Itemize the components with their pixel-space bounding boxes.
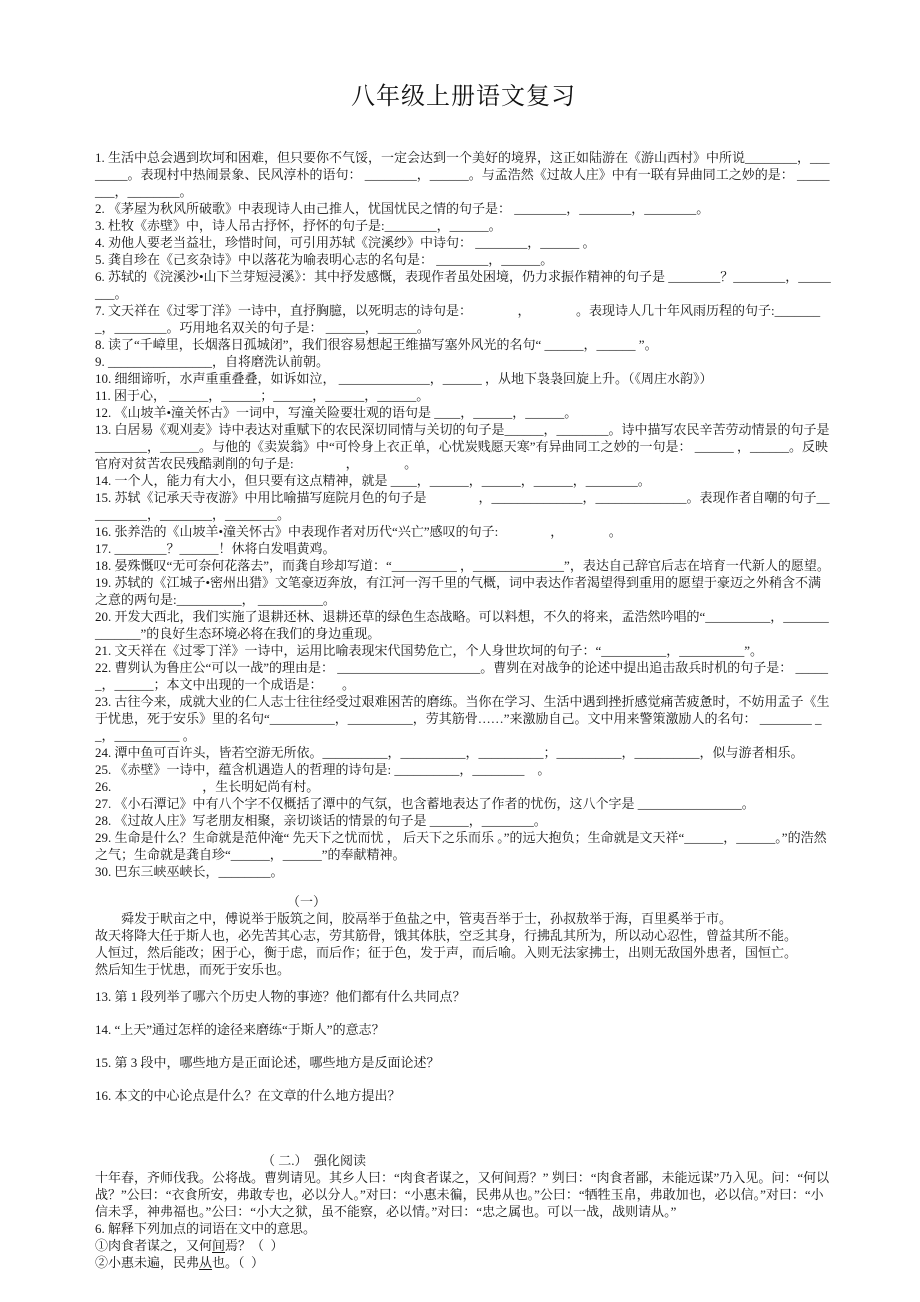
section-one <box>95 893 832 1104</box>
question-23: 23. 古往今来，成就大业的仁人志士往往经受过艰难困苦的磨练。当你在学习、生活中遇到挫折感觉痛苦疲惫时，不妨用孟子《生于忧患，死于安乐》里的名句“__________，__________，劳其筋骨……”来激励自己。文中用来警策激励人的名句： ________ __，__________ 。 <box>95 694 830 743</box>
dotted-word-jian: 间 <box>212 1238 226 1253</box>
sub-question-2-pre: ②小惠未遍，民弗 <box>95 1255 200 1270</box>
question-7: 7. 文天祥在《过零丁洋》一诗中，直抒胸臆，以死明志的诗句是： ， 。表现诗人几十年风雨历程的句子:________，________。巧用地名双关的句子是： ______，______。 <box>95 303 821 335</box>
reading-question-14: 14. “上天”通过怎样的途径来磨练“于斯人”的意志？ <box>95 1022 385 1037</box>
sub-question-1-post: 焉？（ ） <box>225 1238 284 1253</box>
reading-question-16: 16. 本文的中心论点是什么？在文章的什么地方提出？ <box>95 1088 401 1103</box>
section-two <box>95 1152 832 1271</box>
question-16: 16. 张养浩的《山坡羊•潼关怀古》中表现作者对历代“兴亡”感叹的句子: ， 。 <box>95 524 622 539</box>
question-12: 12. 《山坡羊•潼关怀古》一词中，写潼关险要壮观的语句是 ____，______，______。 <box>95 405 578 420</box>
word-explanation-instruction: 6. 解释下列加点的词语在文中的意思。 <box>95 1221 317 1236</box>
question-9: 9. ________________，自将磨洗认前朝。 <box>95 354 330 369</box>
question-18: 18. 晏殊慨叹“无可奈何花落去”，而龚自珍却写道：“__________ ，______________”，表达自己辞官后志在培育一代新人的愿望。 <box>95 558 830 573</box>
sub-question-1-pre: ①肉食者谋之，又何 <box>95 1238 213 1253</box>
section-one-passage-line-1: 舜发于畎亩之中，傅说举于版筑之间，胶鬲举于鱼盐之中，管夷吾举于士，孙叔敖举于海，百里奚举于市。 <box>121 911 733 926</box>
question-17: 17. ________？______！休将白发唱黄鸡。 <box>95 541 336 556</box>
question-20: 20. 开发大西北，我们实施了退耕还林、退耕还草的绿色生态战略。可以料想，不久的将来，孟浩然吟唱的“__________，______________”的良好生态环境必将在我们的身边重现。 <box>95 609 829 641</box>
question-1: 1. 生活中总会遇到坎坷和困难，但只要你不气馁，一定会达到一个美好的境界，这正如陆游在《游山西村》中所说________，________。表现村中热闹景象、民风淳朴的语句： ________，______。与孟浩然《过故人庄》中有一联有异曲同工之妙的是： ________，________。 <box>95 150 830 199</box>
sub-question-2-post: 也。（ ） <box>212 1255 265 1270</box>
section-one-passage-line-3: 人恒过，然后能改；困于心，衡于虑，而后作；征于色，发于声，而后喻。入则无法家拂士，出则无敌国外患者，国恒亡。 <box>95 945 798 960</box>
section-one-heading: （一） <box>287 894 327 909</box>
sub-question-2 <box>95 1254 832 1271</box>
section-one-passage-line-4: 然后知生于忧患，而死于安乐也。 <box>95 962 291 977</box>
question-3: 3. 杜牧《赤壁》中，诗人吊古抒怀，抒怀的句子是:________，______。 <box>95 218 502 233</box>
section-one-passage-line-2: 故天将降大任于斯人也，必先苦其心志，劳其筋骨，饿其体肤，空乏其身，行拂乱其所为，所以动心忍性，曾益其所不能。 <box>95 928 798 943</box>
question-13: 13. 白居易《观刈麦》诗中表达对重赋下的农民深切同情与关切的句子是______，________。诗中描写农民辛苦劳动情景的句子是 ________，______。与他的《卖炭翁》中“可怜身上衣正单，心忧炭贱愿天寒”有异曲同工之妙的一句是： ______ ，______。反映官府对贫苦农民残酷剥削的句子是: ， 。 <box>95 422 833 471</box>
question-28: 28. 《过故人庄》写老朋友相聚，亲切谈话的情景的句子是 ______，________。 <box>95 813 547 828</box>
question-4: 4. 劝他人要老当益壮，珍惜时间，可引用苏轼《浣溪纱》中诗句： ________，______ 。 <box>95 235 596 250</box>
question-2: 2. 《茅屋为秋风所破歌》中表现诗人由己推人，忧国忧民之情的句子是： ________，________，________。 <box>95 201 710 216</box>
question-29: 29. 生命是什么？生命就是范仲淹“ 先天下之忧而忧 ， 后天下之乐而乐 。”的远大抱负；生命就是文天祥“______，______。”的浩然之气；生命就是龚自珍“______，______”的奉献精神。 <box>95 830 827 862</box>
section-two-passage: 十年春，齐师伐我。公将战。曹刿请见。其乡人曰：“肉食者谋之，又何间焉？” 刿曰：“肉食者鄙，未能远谋”乃入见。问：“何以战？”公曰：“衣食所安，弗敢专也，必以分人。”对曰：“小惠未徧，民弗从也。”公曰：“牺牲玉帛，弗敢加也，必以信。”对曰：“小信未孚，神弗福也。”公曰：“小大之狱，虽不能察，必以情。”对曰：“忠之属也。可以一战，战则请从。” <box>95 1170 830 1219</box>
question-10: 10. 细细谛听，水声重重叠叠，如诉如泣， ______________，______ ，从地下袅袅回旋上升。（《周庄水韵》） <box>95 371 713 386</box>
question-30: 30. 巴东三峡巫峡长，________。 <box>95 864 284 879</box>
question-8: 8. 读了“千嶂里，长烟落日孤城闭”，我们很容易想起王维描写塞外风光的名句“ ______，______ ”。 <box>95 337 658 352</box>
question-11: 11. 困于心， ______，______；______，______，______。 <box>95 388 430 403</box>
question-19: 19. 苏轼的《江城子•密州出猎》文笔豪迈奔放，有江河一泻千里的气概，词中表达作者渴望得到重用的愿望于豪迈之外稍含不满之意的两句是:__________， __________。 <box>95 575 822 607</box>
question-5: 5. 龚自珍在《己亥杂诗》中以落花为喻表明心志的名句是： ________，______。 <box>95 252 554 267</box>
question-21: 21. 文天祥在《过零丁洋》一诗中，运用比喻表现宋代国势危亡，个人身世坎坷的句子：“__________，__________”。 <box>95 643 764 658</box>
question-15: 15. 苏轼《记承天寺夜游》中用比喻描写庭院月色的句子是 ，______________，______________。表现作者自嘲的句子__________，________，________。 <box>95 490 830 522</box>
reading-question-15: 15. 第 3 段中，哪些地方是正面论述，哪些地方是反面论述？ <box>95 1055 440 1070</box>
dotted-word-cong: 从 <box>199 1255 213 1270</box>
question-14: 14. 一个人，能力有大小，但只要有这点精神，就是 ____，______，______，______，________。 <box>95 473 651 488</box>
question-22: 22. 曹刿认为鲁庄公“可以一战”的理由是： ______________________。曹刿在对战争的论述中提出追击敌兵时机的句子是： ______，______；本文中出现的一个成语是： 。 <box>95 660 829 692</box>
fill-in-blank-question-list <box>95 149 832 880</box>
question-26: 26. ，生长明妃尚有村。 <box>95 779 320 794</box>
document-title: 八年级上册语文复习 <box>351 84 576 110</box>
sub-question-1 <box>95 1237 832 1254</box>
reading-question-13: 13. 第 1 段列举了哪六个历史人物的事迹？他们都有什么共同点？ <box>95 989 466 1004</box>
question-6: 6. 苏轼的《浣溪沙•山下兰芽短浸溪》：其中抒发感慨，表现作者虽处困境，仍力求振作精神的句子是 ________？________，________。 <box>95 269 831 301</box>
question-24: 24. 潭中鱼可百许头，皆若空游无所依。__________，__________，__________；__________，__________，似与游者相乐。 <box>95 745 804 760</box>
question-25: 25. 《赤壁》一诗中，蕴含机遇造人的哲理的诗句是: __________，________ 。 <box>95 762 551 777</box>
section-two-heading: （ 二.） 强化阅读 <box>262 1153 367 1168</box>
question-27: 27. 《小石潭记》中有八个字不仅概括了潭中的气氛，也含蓄地表达了作者的忧伤，这八个字是 ________________。 <box>95 796 755 811</box>
